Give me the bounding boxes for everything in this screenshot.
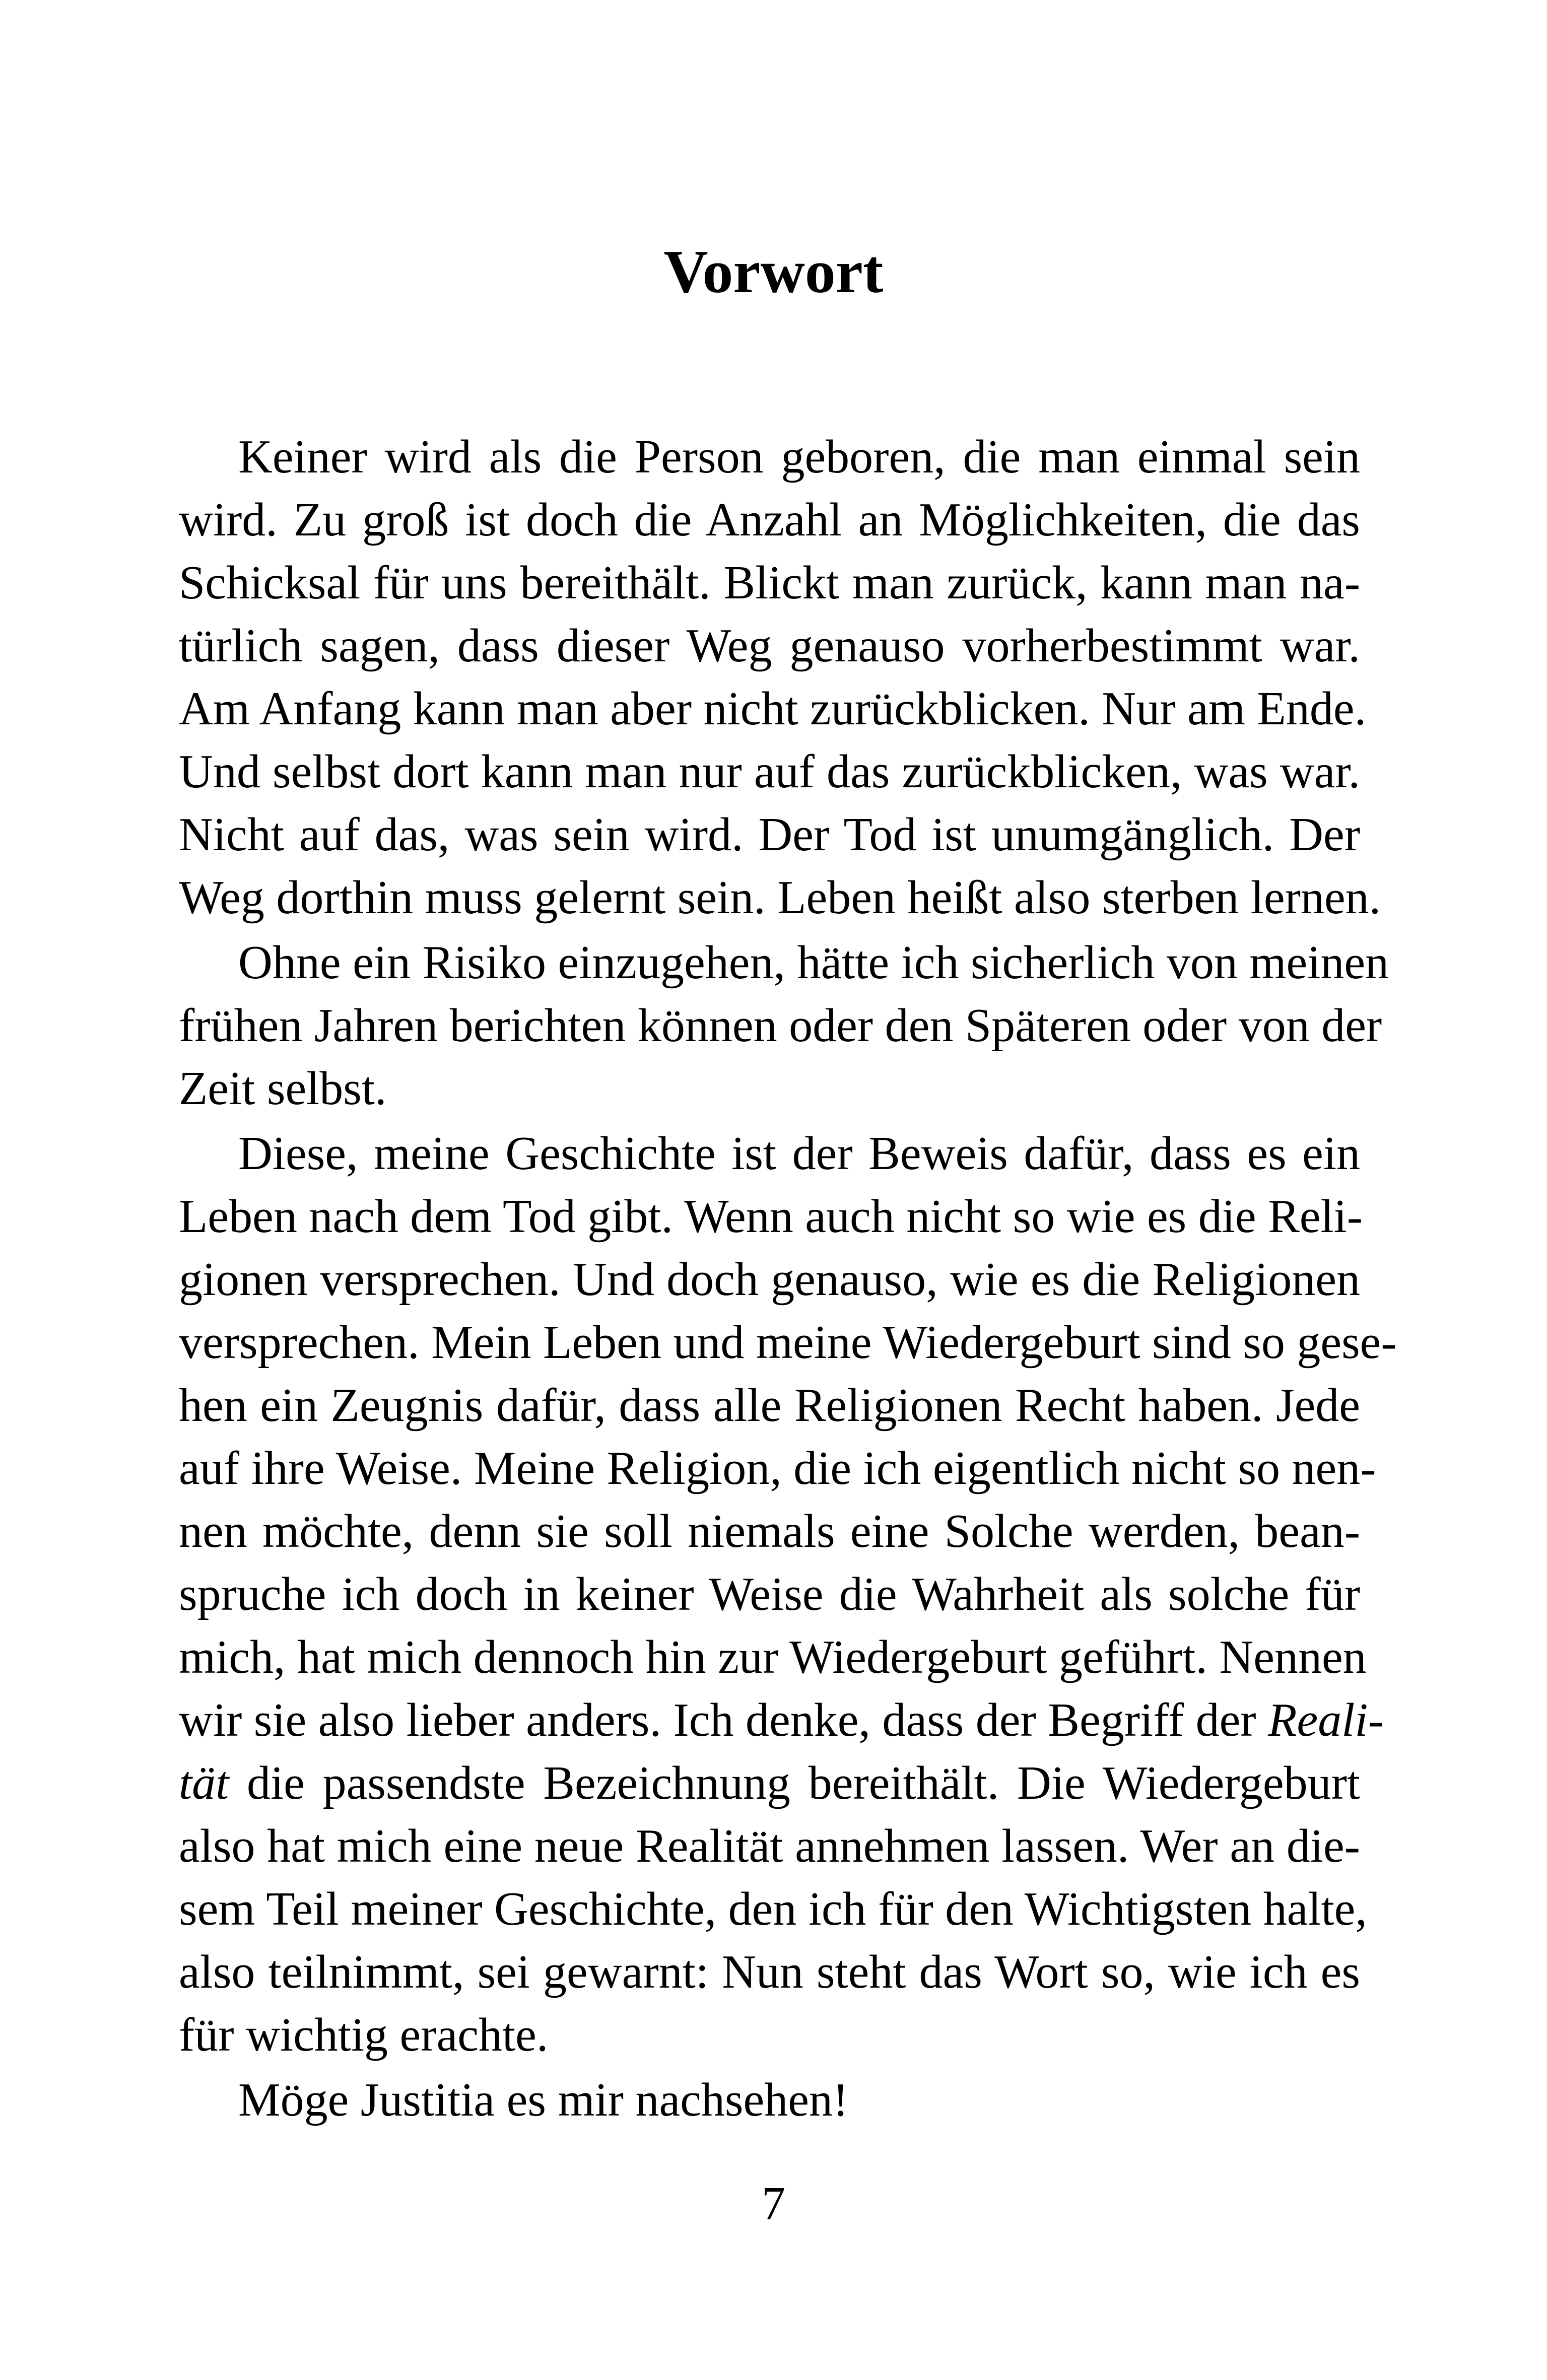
text-line: Leben nach dem Tod gibt. Wenn auch nicht so wie es die Reli- [179,1190,1363,1243]
text-line: Am Anfang kann man aber nicht zurückblicken. Nur am Ende. [179,683,1367,735]
text-line: Ohne ein Risiko einzugehen, hätte ich sicherlich von meinen [238,936,1389,989]
text-line: wird. Zu groß ist doch die Anzahl an Möglichkeiten, die das [179,494,1360,546]
text-line: gionen versprechen. Und doch genauso, wie es die Religionen [179,1253,1360,1306]
page-number: 7 [762,2178,785,2230]
text-line: Diese, meine Geschichte ist der Beweis dafür, dass es ein [238,1127,1360,1180]
text-line: türlich sagen, dass dieser Weg genauso vorherbestimmt war. [179,620,1360,672]
italic-term: Reali- [1268,1694,1384,1746]
text-line: Weg dorthin muss gelernt sein. Leben heißt also sterben lernen. [179,871,1381,924]
text-line [179,1752,1360,1815]
body-text [179,426,1397,2132]
text-line: frühen Jahren berichten können oder den Späteren oder von der [179,999,1382,1052]
text-line: Möge Justitia es mir nachsehen! [238,2074,849,2126]
text-line: sem Teil meiner Geschichte, den ich für den Wichtigsten halte, [179,1883,1367,1935]
text-line: also hat mich eine neue Realität annehmen lassen. Wer an die- [179,1820,1360,1872]
text-line: Nicht auf das, was sein wird. Der Tod ist unumgänglich. Der [179,808,1360,861]
text-line [179,1689,1384,1752]
text-line-segment: die passendste Bezeichnung bereithält. Die Wiedergeburt [229,1757,1360,1809]
text-line: also teilnimmt, sei gewarnt: Nun steht das Wort so, wie ich es [179,1946,1360,1998]
chapter-title: Vorwort [663,238,884,306]
text-line: spruche ich doch in keiner Weise die Wahrheit als solche für [179,1568,1360,1620]
text-line: Und selbst dort kann man nur auf das zurückblicken, was war. [179,745,1360,798]
text-line: für wichtig erachte. [179,2009,549,2061]
text-line: nen möchte, denn sie soll niemals eine Solche werden, bean- [179,1505,1360,1557]
italic-term: tät [179,1757,229,1809]
text-line: versprechen. Mein Leben und meine Wiedergeburt sind so gese- [179,1316,1397,1369]
text-line: Keiner wird als die Person geboren, die man einmal sein [238,431,1360,483]
text-line: Zeit selbst. [179,1062,387,1115]
text-line: auf ihre Weise. Meine Religion, die ich eigentlich nicht so nen- [179,1442,1376,1494]
text-line: hen ein Zeugnis dafür, dass alle Religionen Recht haben. Jede [179,1379,1360,1432]
text-line-segment: wir sie also lieber anders. Ich denke, dass der Begriff der [179,1694,1268,1746]
text-line: mich, hat mich dennoch hin zur Wiedergeburt geführt. Nennen [179,1631,1367,1683]
text-line: Schicksal für uns bereithält. Blickt man zurück, kann man na- [179,557,1360,609]
